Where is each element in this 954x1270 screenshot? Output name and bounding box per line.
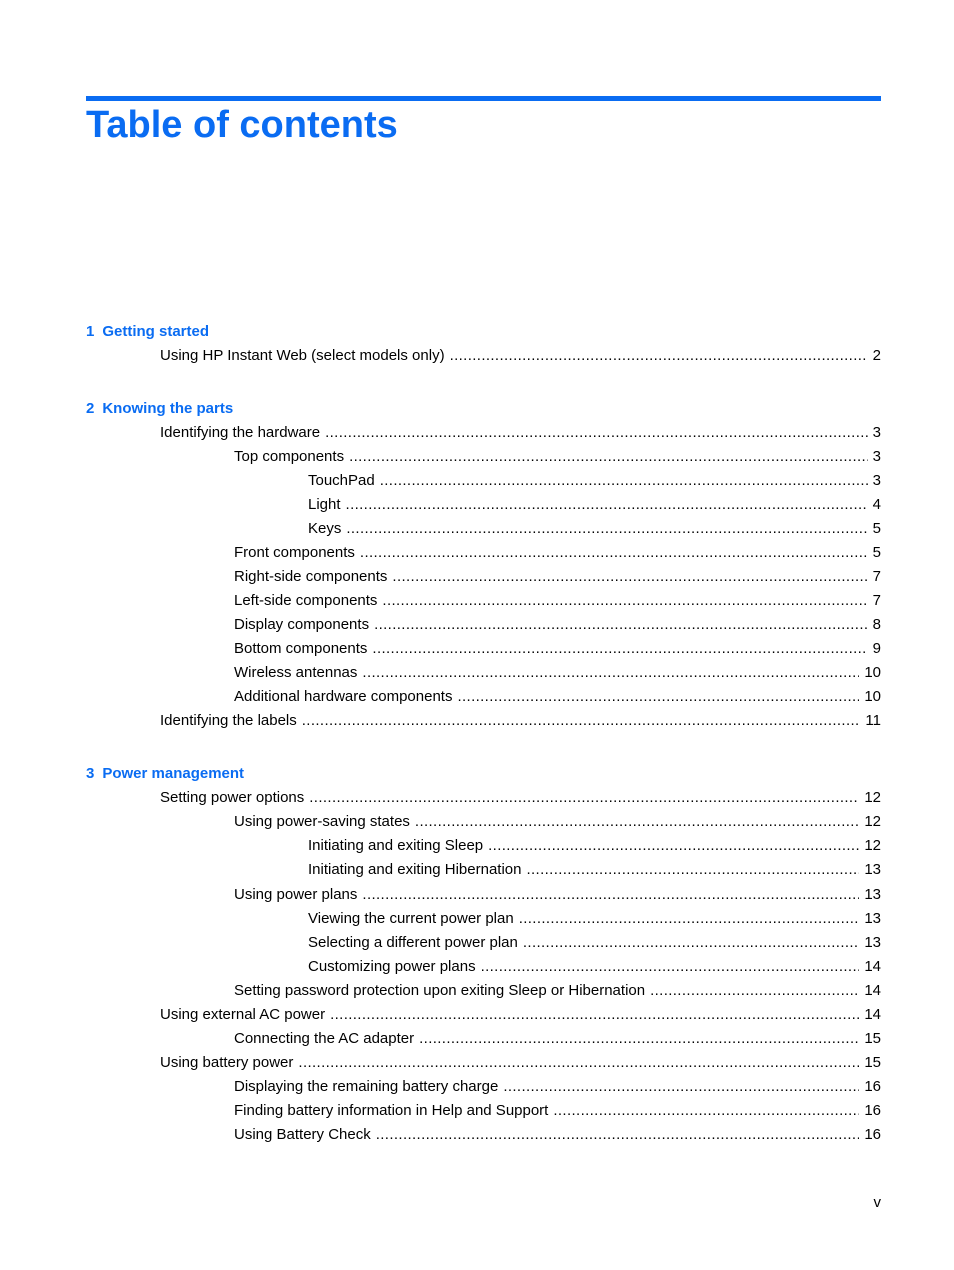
entry-title: Identifying the hardware [160,424,321,441]
dot-leader [382,591,867,611]
toc-chapter-3[interactable] [86,764,244,784]
toc-entry[interactable] [308,471,881,491]
toc-entry[interactable] [234,447,881,467]
entry-title: Using power plans [234,886,358,903]
toc-entry[interactable] [234,687,881,707]
toc-entry[interactable] [308,860,881,880]
toc-entry[interactable] [234,639,881,659]
entry-page: 16 [864,1126,881,1143]
entry-title: Customizing power plans [308,958,476,975]
toc-entry[interactable] [234,615,881,635]
entry-title: Wireless antennas [234,664,358,681]
entry-page: 14 [864,982,881,999]
toc-entry[interactable] [234,812,881,832]
entry-page: 14 [864,1006,881,1023]
toc-entry[interactable] [308,933,881,953]
toc-entry[interactable] [234,567,881,587]
dot-leader [362,663,859,683]
toc-entry[interactable] [160,1005,881,1025]
entry-page: 7 [872,592,881,609]
entry-page: 15 [864,1030,881,1047]
toc-entry[interactable] [160,346,881,366]
dot-leader [380,471,868,491]
page-number: v [873,1194,881,1211]
entry-title: Selecting a different power plan [308,934,518,951]
dot-leader [415,812,859,832]
dot-leader [362,885,859,905]
entry-page: 3 [872,424,881,441]
dot-leader [374,615,868,635]
toc-entry[interactable] [308,909,881,929]
entry-title: Displaying the remaining battery charge [234,1078,499,1095]
dot-leader [503,1077,859,1097]
toc-entry[interactable] [234,663,881,683]
toc-entry[interactable] [234,1125,881,1145]
toc-entry[interactable] [234,885,881,905]
dot-leader [330,1005,859,1025]
entry-title: Using HP Instant Web (select models only) [160,347,445,364]
toc-entry[interactable] [308,957,881,977]
entry-title: Using Battery Check [234,1126,371,1143]
entry-page: 12 [864,837,881,854]
toc-entry[interactable] [308,495,881,515]
entry-page: 12 [864,813,881,830]
dot-leader [488,836,859,856]
entry-title: Light [308,496,341,513]
dot-leader [523,933,859,953]
entry-title: Using battery power [160,1054,294,1071]
toc-entry[interactable] [234,1101,881,1121]
chapter-number: 1 [86,323,95,340]
entry-title: Display components [234,616,370,633]
dot-leader [376,1125,860,1145]
dot-leader [392,567,867,587]
entry-title: Top components [234,448,345,465]
dot-leader [519,909,860,929]
dot-leader [457,687,859,707]
entry-page: 8 [872,616,881,633]
dot-leader [450,346,868,366]
page-title: Table of contents [86,104,398,146]
entry-title: Bottom components [234,640,368,657]
entry-title: Using external AC power [160,1006,326,1023]
toc-entry[interactable] [234,1077,881,1097]
entry-page: 5 [872,544,881,561]
dot-leader [346,495,868,515]
dot-leader [325,423,868,443]
dot-leader [481,957,860,977]
entry-title: Right-side components [234,568,388,585]
entry-page: 3 [872,472,881,489]
entry-title: Front components [234,544,355,561]
entry-page: 13 [864,934,881,951]
toc-entry[interactable] [234,543,881,563]
toc-entry[interactable] [160,1053,881,1073]
entry-page: 13 [864,861,881,878]
chapter-number: 2 [86,400,95,417]
toc-chapter-1[interactable] [86,322,209,342]
entry-page: 10 [864,688,881,705]
entry-title: Additional hardware components [234,688,453,705]
toc-entry[interactable] [234,1029,881,1049]
entry-title: Initiating and exiting Sleep [308,837,484,854]
entry-page: 5 [872,520,881,537]
entry-title: Left-side components [234,592,378,609]
entry-page: 16 [864,1078,881,1095]
toc-chapter-2[interactable] [86,399,233,419]
entry-page: 13 [864,910,881,927]
entry-page: 12 [864,789,881,806]
entry-page: 2 [872,347,881,364]
chapter-title: Power management [102,765,245,782]
toc-entry[interactable] [308,836,881,856]
entry-page: 13 [864,886,881,903]
toc-entry[interactable] [160,423,881,443]
chapter-title: Getting started [102,323,210,340]
dot-leader [419,1029,859,1049]
chapter-number: 3 [86,765,95,782]
dot-leader [349,447,868,467]
entry-page: 4 [872,496,881,513]
entry-page: 16 [864,1102,881,1119]
entry-page: 3 [872,448,881,465]
toc-entry[interactable] [234,591,881,611]
entry-title: Using power-saving states [234,813,410,830]
entry-page: 15 [864,1054,881,1071]
entry-title: Setting password protection upon exiting Sleep or Hibernation [234,982,646,999]
toc-entry[interactable] [308,519,881,539]
toc-entry[interactable] [160,711,881,731]
dot-leader [372,639,867,659]
entry-page: 14 [864,958,881,975]
entry-title: Setting power options [160,789,305,806]
entry-title: Finding battery information in Help and Support [234,1102,549,1119]
chapter-title: Knowing the parts [102,400,234,417]
entry-title: Initiating and exiting Hibernation [308,861,522,878]
toc-entry[interactable] [234,981,881,1001]
entry-title: Connecting the AC adapter [234,1030,415,1047]
entry-page: 10 [864,664,881,681]
dot-leader [650,981,859,1001]
dot-leader [360,543,868,563]
entry-title: Viewing the current power plan [308,910,514,927]
entry-page: 9 [872,640,881,657]
toc-entry[interactable] [160,788,881,808]
entry-title: TouchPad [308,472,375,489]
dot-leader [526,860,859,880]
dot-leader [553,1101,859,1121]
dot-leader [302,711,861,731]
dot-leader [346,519,867,539]
entry-page: 11 [865,712,881,729]
entry-title: Identifying the labels [160,712,297,729]
entry-title: Keys [308,520,342,537]
entry-page: 7 [872,568,881,585]
dot-leader [309,788,859,808]
dot-leader [298,1053,859,1073]
